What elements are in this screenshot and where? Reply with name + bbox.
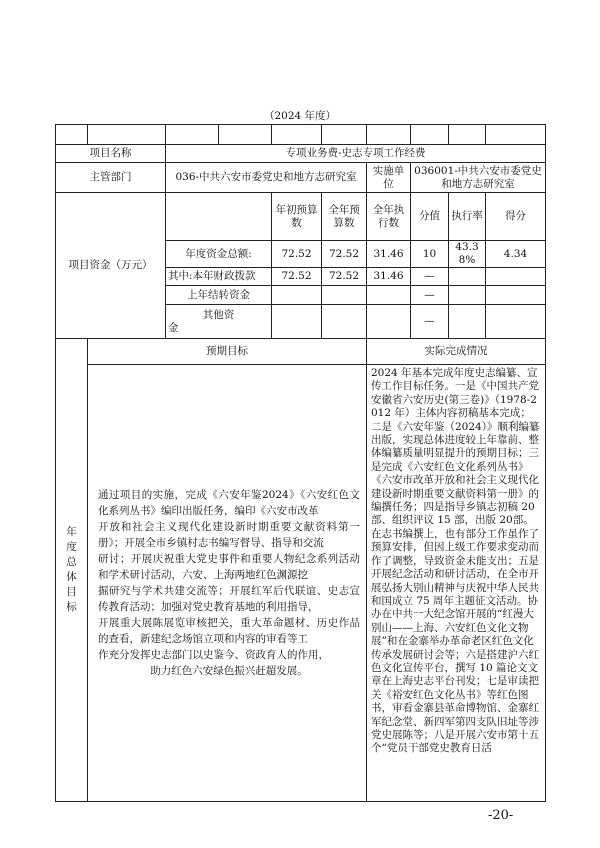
dept-value: 036-中共六安市委党史和地方志研究室: [166, 163, 367, 193]
cell-exec: [367, 286, 411, 305]
row-label: 年度资金总额:: [166, 241, 272, 268]
col-score: 得分: [486, 193, 546, 241]
cell-full: [322, 286, 367, 305]
cell-weight: —: [411, 305, 449, 339]
cell-score: [486, 286, 546, 305]
row-label-line1: 其他资: [202, 308, 235, 321]
cell-weight: —: [411, 268, 449, 286]
actual-text: 2024 年基本完成年度史志编纂、宣传工作目标任务。一是《中国共产党安徽省六安历史(第三卷)》（1978-2012 年）主体内容初稿基本完成；二是《六安年鉴（2024）》顺利编纂出版，实现总体进度较上年靠前、整体编纂质量明显提升的预期目标；三是完成《六安红色文化系列丛书》《六安市改革开放和社会主义现代化建设新时期重要文献资料第一册》的编撰任务；四是指导乡镇志初稿 20 部、组织评议 15 部，出版 20部。在志书编撰上，也有部分工作虽作了预算安排，但因上级工作要求变动而作了调整，导致资金未能支出；五是开展纪念活动和研讨活动，在全市开展弘扬大别山精神与庆祝中华人民共和国成立 75 周年主题征文活动。协办在中共一大纪念馆开展的“红漫大别山——上海、六安红色文化文物展”和在金寨举办革命老区红色文化传承发展研讨会等；六是搭建沪六红色文化宣传平台，撰写 10 篇论文文章在上海史志平台刊发；七是审读把关《裕安红色文化丛书》等红色图书，审看金寨县革命博物馆、金寨红军纪念堂、新四军第四支队旧址等涉党史展陈等；八是开展六安市第十五个“党员干部党史教育日活: [367, 365, 546, 802]
row-label: [166, 305, 272, 339]
col-exec-rate: 执行率: [449, 193, 486, 241]
expected-line: 研讨；开展庆祝重大党史事件和重要人物纪念系列活动和学术研讨活动，六安、上海两地红色渊源挖: [98, 553, 360, 581]
impl-label: 实施单位: [367, 163, 411, 193]
cell-score: [486, 305, 546, 339]
goals-header-row: [56, 339, 546, 365]
cell-rate: 43.38%: [449, 241, 486, 268]
cell-exec: 31.46: [367, 268, 411, 286]
col-score-weight: 分值: [411, 193, 449, 241]
performance-table: [55, 124, 546, 802]
project-name-label: 项目名称: [56, 145, 166, 163]
col-full-budget: 全年预算数: [322, 193, 367, 241]
cell-initial: [272, 305, 322, 339]
cell-score: 4.34: [486, 241, 546, 268]
funds-label: 项目资金（万元）: [56, 193, 166, 339]
cell-full: 72.52: [322, 241, 367, 268]
cell-score: [486, 268, 546, 286]
cell-weight: 10: [411, 241, 449, 268]
expected-text: [88, 365, 367, 802]
impl-value: 036001-中共六安市委党史和地方志研究室: [411, 163, 546, 193]
cell-rate: [449, 305, 486, 339]
expected-header: 预期目标: [88, 339, 367, 365]
cell-full: 72.52: [322, 268, 367, 286]
col-full-exec: 全年执行数: [367, 193, 411, 241]
cell-exec: [367, 305, 411, 339]
cell-initial: [272, 286, 322, 305]
row-label: 其中:本年财政拨款: [166, 268, 272, 286]
page-number: -20-: [488, 808, 514, 823]
cell-weight: —: [411, 286, 449, 305]
cell-full: [322, 305, 367, 339]
actual-header: 实际完成情况: [367, 339, 546, 365]
project-name-row: [56, 145, 546, 163]
department-row: [56, 163, 546, 193]
goals-label: 年度总体目标: [56, 339, 88, 802]
cell-exec: 31.46: [367, 241, 411, 268]
expected-line: 助力红色六安绿色振兴赶超发展。: [150, 665, 308, 677]
project-name-value: 专项业务费-史志专项工作经费: [166, 145, 546, 163]
cell-initial: 72.52: [272, 241, 322, 268]
year-caption: （2024 年度）: [263, 110, 337, 122]
row-label: 上年结转资金: [166, 286, 272, 305]
expected-line: 掘研究与学术共建交流等；开展红军后代联谊、史志宣传教育活动；加强对党史教育基地的利用指导，: [98, 585, 360, 613]
funds-header-row: [56, 193, 546, 241]
dept-label: 主管部门: [56, 163, 166, 193]
expected-line: 开展重大展陈展览审核把关，重大革命题材、历史作品的查看，新建纪念场馆立项和内容的审看等工: [98, 617, 360, 645]
col-initial-budget: 年初预算数: [272, 193, 322, 241]
expected-line: 作充分发挥史志部门以史鉴今、资政育人的作用，: [98, 649, 329, 661]
goals-body-row: [56, 365, 546, 802]
cell-initial: 72.52: [272, 268, 322, 286]
cell-rate: [449, 286, 486, 305]
cell-rate: [449, 268, 486, 286]
expected-line: 开放和社会主义现代化建设新时期重要文献资料第一册》；开展全市乡镇村志书编写督导、指导和交流: [98, 521, 360, 549]
blank-row: [56, 125, 546, 145]
row-label-line2: 金: [168, 321, 179, 334]
expected-line: 通过项目的实施，完成《六安年鉴2024》《六安红色文化系列丛书》编印出版任务，编印《六安市改革: [98, 489, 360, 517]
